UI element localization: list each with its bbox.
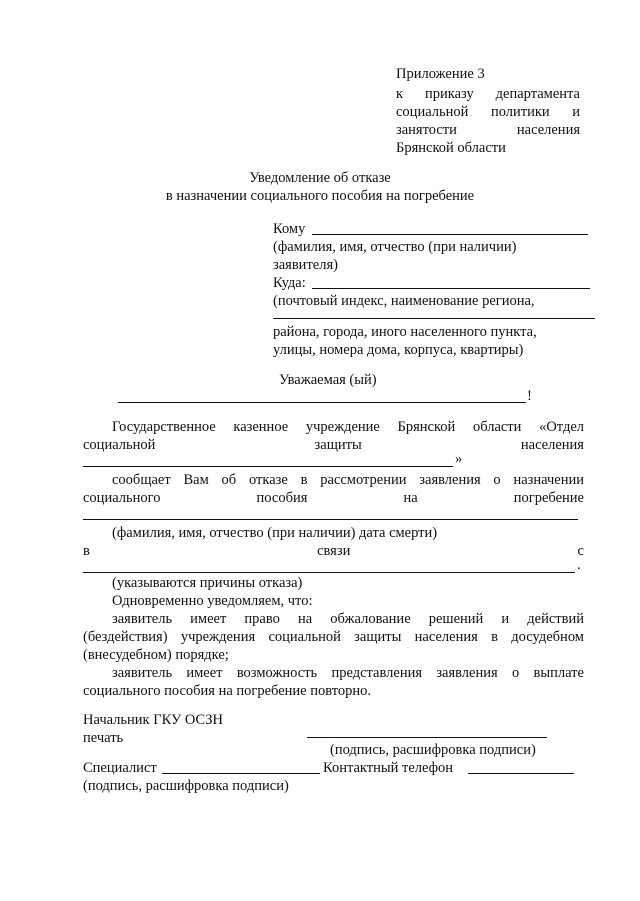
reasons-period: . <box>577 557 581 573</box>
where-label: Куда: <box>273 275 306 291</box>
right-2-line-1: заявитель имеет возможность представления заявления о выплате <box>112 665 584 681</box>
body-p1-line-1: Государственное казенное учреждение Брянской области «Отдел <box>112 419 584 435</box>
document-title: Уведомление об отказе <box>249 170 391 186</box>
right-1-line-1: заявитель имеет право на обжалование решений и действий <box>112 611 584 627</box>
stamp-label: печать <box>83 730 124 746</box>
right-1-line-3: (внесудебном) порядке; <box>83 647 229 663</box>
specialist-label: Специалист <box>83 760 157 776</box>
deceased-name-line <box>83 519 578 520</box>
where-blank-line-2 <box>273 318 595 319</box>
body-p2-line-1: сообщает Вам об отказе в рассмотрении заявления о назначении <box>112 472 584 488</box>
right-2-line-2: социального пособия на погребение повторно. <box>83 683 372 699</box>
to-hint-1: (фамилия, имя, отчество (при наличии) <box>273 239 517 255</box>
reasons-hint: (указываются причины отказа) <box>112 575 303 591</box>
specialist-signature-hint: (подпись, расшифровка подписи) <box>83 778 289 794</box>
department-close-quote: » <box>455 451 463 467</box>
where-hint-1: (почтовый индекс, наименование региона, <box>273 293 535 309</box>
reasons-line <box>83 572 575 573</box>
greeting-name-line <box>118 402 526 403</box>
specialist-signature-line <box>162 773 320 774</box>
phone-label: Контактный телефон <box>323 760 454 776</box>
also-notify-text: Одновременно уведомляем, что: <box>112 593 313 609</box>
document-subtitle: в назначении социального пособия на погребение <box>165 188 475 204</box>
where-blank-line <box>312 288 590 289</box>
head-signature-line <box>307 737 547 738</box>
body-p1-line-2: социальной защиты населения <box>83 437 584 453</box>
deceased-hint: (фамилия, имя, отчество (при наличии) дата смерти) <box>112 525 438 541</box>
greeting-exclamation: ! <box>527 388 532 404</box>
phone-line <box>468 773 574 774</box>
to-hint-2: заявителя) <box>273 257 338 273</box>
appendix-line-4: Брянской области <box>396 140 506 156</box>
appendix-title: Приложение 3 <box>396 66 485 82</box>
appendix-line-2: социальной политики и <box>396 104 580 120</box>
to-blank-line <box>312 234 588 235</box>
where-hint-2: района, города, иного населенного пункта, <box>273 324 537 340</box>
department-name-line <box>83 466 453 467</box>
greeting-text: Уважаемая (ый) <box>279 372 377 388</box>
to-label: Кому <box>273 221 306 237</box>
appendix-line-3: занятости населения <box>396 122 580 138</box>
body-p2-line-2: социального пособия на погребение <box>83 490 584 506</box>
where-hint-3: улицы, номера дома, корпуса, квартиры) <box>273 342 524 358</box>
because-line: в связи с <box>83 543 584 559</box>
right-1-line-2: (бездействия) учреждения социальной защиты населения в досудебном <box>83 629 584 645</box>
head-signature-hint: (подпись, расшифровка подписи) <box>330 742 536 758</box>
appendix-line-1: к приказу департамента <box>396 86 580 102</box>
head-title: Начальник ГКУ ОСЗН <box>83 712 223 728</box>
